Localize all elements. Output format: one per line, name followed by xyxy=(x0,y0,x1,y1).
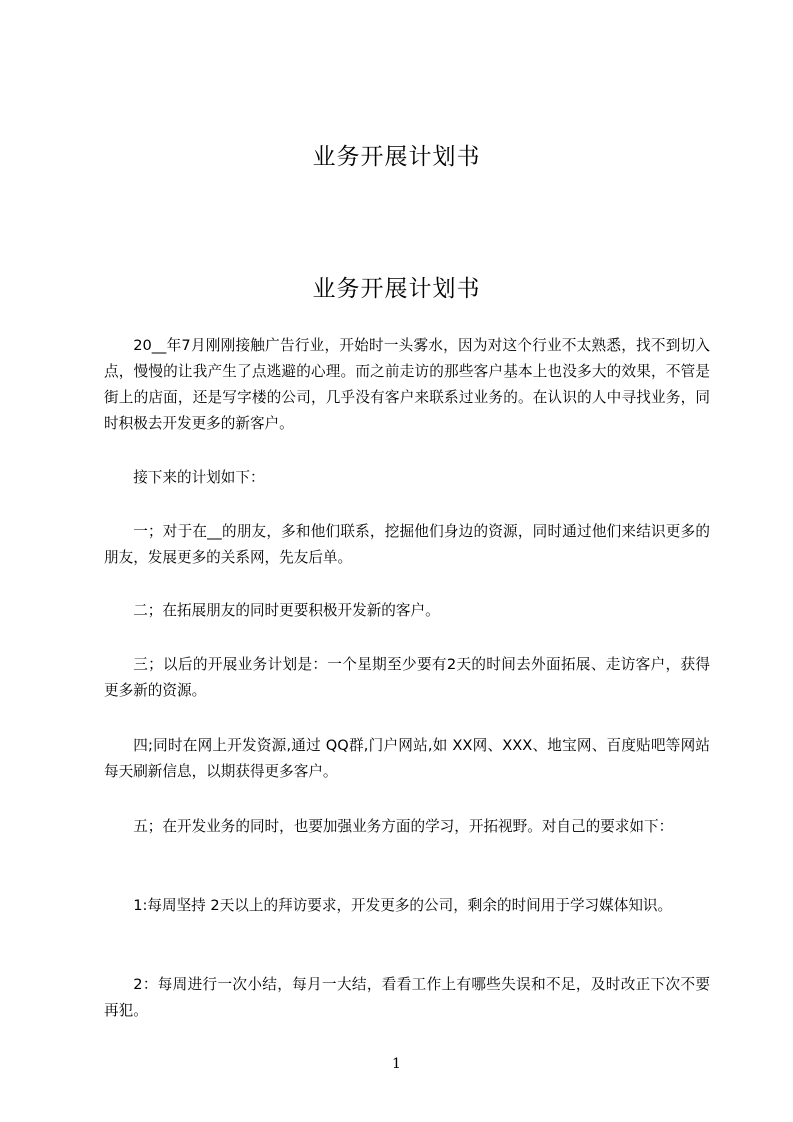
paragraph-plan-intro: 接下来的计划如下： xyxy=(133,469,265,486)
paragraph-plan-item-3: 三；以后的开展业务计划是：一个星期至少要有2天的时间去外面拓展、走访客户，获得更多新的资源。 xyxy=(104,656,710,699)
paragraph-intro: 20__年7月刚刚接触广告行业，开始时一头雾水，因为对这个行业不太熟悉，找不到切入点，慢慢的让我产生了点逃避的心理。而之前走访的那些客户基本上也没多大的效果，不管是街上的店面，还是写字楼的公司，几乎没有客户来联系过业务的。在认识的人中寻找业务，同时积极去开发更多的新客户。 xyxy=(104,337,710,432)
document-heading: 业务开展计划书 xyxy=(312,276,481,302)
page-number: 1 xyxy=(392,1056,401,1072)
paragraph-plan-item-4: 四;同时在网上开发资源,通过 QQ群,门户网站,如 XX网、XXX、地宝网、百度贴吧等网站每天刷新信息，以期获得更多客户。 xyxy=(104,737,710,780)
paragraph-requirement-2: 2：每周进行一次小结，每月一大结，看看工作上有哪些失误和不足，及时改正下次不要再犯。 xyxy=(104,976,710,1019)
paragraph-plan-item-5: 五；在开发业务的同时，也要加强业务方面的学习，开拓视野。对自己的要求如下： xyxy=(133,818,674,835)
paragraph-plan-item-2: 二；在拓展朋友的同时更要积极开发新的客户。 xyxy=(133,602,440,619)
paragraph-plan-item-1: 一；对于在__的朋友，多和他们联系，挖掘他们身边的资源，同时通过他们来结识更多的朋友，发展更多的关系网，先友后单。 xyxy=(104,523,710,566)
paragraph-requirement-1: 1:每周坚持 2天以上的拜访要求，开发更多的公司，剩余的时间用于学习媒体知识。 xyxy=(133,897,673,914)
cover-title: 业务开展计划书 xyxy=(312,144,481,170)
